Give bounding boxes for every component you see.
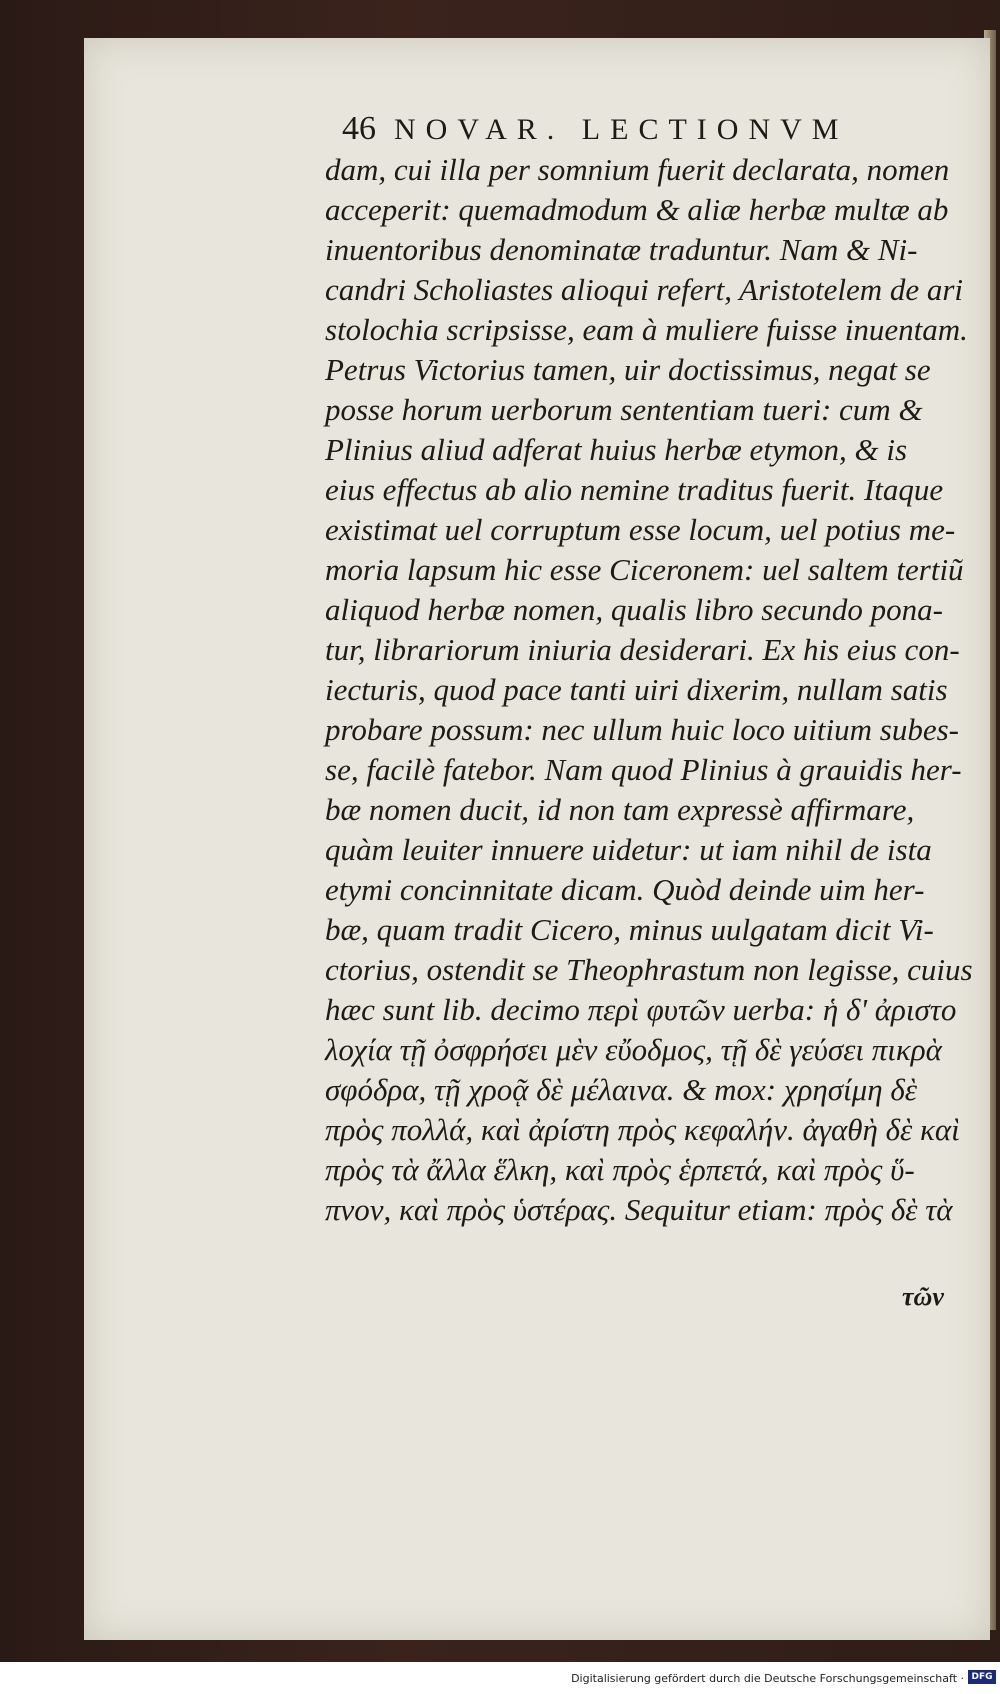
text-line: posse horum uerborum sententiam tueri: cum & — [325, 392, 923, 427]
text-line: ctorius, ostendit se Theophrastum non legisse, cuius — [325, 952, 973, 987]
text-line: candri Scholiastes alioqui refert, Aristotelem de ari — [325, 272, 964, 307]
text-line: existimat uel corruptum esse locum, uel potius me- — [325, 512, 956, 547]
text-line: Plinius aliud adferat huius herbæ etymon, & is — [325, 432, 908, 467]
footer-bar — [0, 1662, 1000, 1694]
text-line: πρὸς τὰ ἄλλα ἕλκη, καὶ πρὸς ἑρπετά, καὶ πρὸς ὕ- — [325, 1152, 915, 1187]
catchword: τῶν — [902, 1282, 944, 1311]
text-line: Petrus Victorius tamen, uir doctissimus, negat se — [325, 352, 931, 387]
page-header — [342, 110, 942, 150]
funding-notice: Digitalisierung gefördert durch die Deutsche Forschungsgemeinschaft · — [571, 1672, 964, 1685]
text-line: bæ, quam tradit Cicero, minus uulgatam dicit Vi- — [325, 912, 934, 947]
text-line: etymi concinnitate dicam. Quòd deinde uim her- — [325, 872, 925, 907]
text-line: λοχία τῇ ὀσφρήσει μὲν εὔοδμος, τῇ δὲ γεύσει πικρὰ — [325, 1032, 942, 1067]
text-line: iecturis, quod pace tanti uiri dixerim, nullam satis — [325, 672, 948, 707]
text-line: tur, librariorum iniuria desiderari. Ex his eius con- — [325, 632, 960, 667]
text-line: πνον, καὶ πρὸς ὑστέρας. Sequitur etiam: πρὸς δὲ τὰ — [325, 1192, 953, 1227]
text-line: quàm leuiter innuere uidetur: ut iam nihil de ista — [325, 832, 932, 867]
text-line: inuentoribus denominatæ traduntur. Nam & Ni- — [325, 232, 918, 267]
dfg-logo[interactable]: DFG — [968, 1670, 996, 1684]
page-number: 46 — [342, 110, 376, 147]
text-line: aliquod herbæ nomen, qualis libro secundo pona- — [325, 592, 943, 627]
text-line: bæ nomen ducit, id non tam expressè affirmare, — [325, 792, 915, 827]
text-line: acceperit: quemadmodum & aliæ herbæ multæ ab — [325, 192, 949, 227]
body-text — [325, 150, 975, 1230]
text-line: probare possum: nec ullum huic loco uitium subes- — [325, 712, 959, 747]
text-line: hæc sunt lib. decimo περὶ φυτῶν uerba: ἡ δ' ἀριστο — [325, 992, 957, 1027]
text-line: dam, cui illa per somnium fuerit declarata, nomen — [325, 152, 950, 187]
text-line: stolochia scripsisse, eam à muliere fuisse inuentam. — [325, 312, 968, 347]
running-title: NOVAR. LECTIONVM — [394, 113, 849, 146]
text-line: πρὸς πολλά, καὶ ἀρίστη πρὸς κεφαλήν. ἀγαθὴ δὲ καὶ — [325, 1112, 960, 1147]
text-line: moria lapsum hic esse Ciceronem: uel saltem tertiũ — [325, 552, 964, 587]
text-line: eius effectus ab alio nemine traditus fuerit. Itaque — [325, 472, 944, 507]
text-line: σφόδρα, τῇ χροᾷ δὲ μέλαινα. & mox: χρησίμη δὲ — [325, 1072, 917, 1107]
text-line: se, facilè fatebor. Nam quod Plinius à grauidis her- — [325, 752, 962, 787]
